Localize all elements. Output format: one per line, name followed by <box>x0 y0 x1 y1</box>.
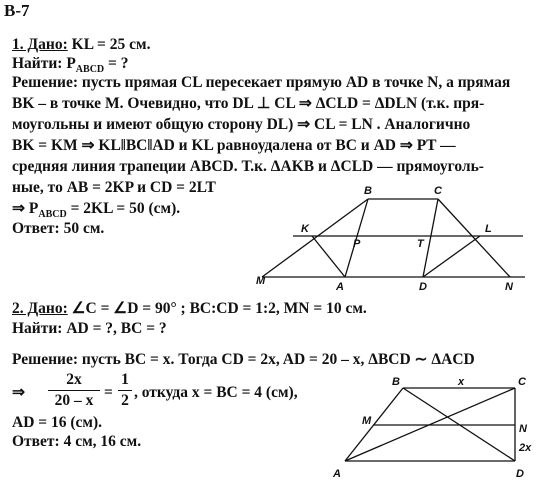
figure1-label-b: B <box>364 185 372 197</box>
figure2-label-x: x <box>458 376 465 388</box>
problem2-answer: Ответ: 4 см, 16 см. <box>12 433 142 450</box>
problem1-solution-line-6: ные, то AB = 2KP и CD = 2LT <box>12 179 216 196</box>
problem2-implies: ⇒ <box>12 384 25 401</box>
problem1-perimeter: ⇒ $P_{ABCD} = 2KL = 50$ (см). <box>12 200 181 221</box>
problem2-fraction-tail: , откуда x = BC = 4 (см), <box>134 384 298 401</box>
problem2-find: Найти: AD = ?, BC = ? <box>12 320 167 337</box>
problem1-solution-line-3: моугольны и имеют общую сторону DL) ⇒ CL = LN . Аналогично <box>12 116 471 133</box>
problem1-find: Найти: $P_{ABCD}$ = ? <box>12 55 129 76</box>
figure1-label-n: N <box>505 281 513 293</box>
problem2-fraction-1: 2x 20 – x <box>48 371 100 410</box>
problem1-solution-line-4: BK = KM ⇒ KL‖BC‖AD и KL равноудалена от BC и AD ⇒ PT — <box>12 137 456 154</box>
figure1-label-l: L <box>485 223 492 235</box>
problem2-given-label: 2. Дано: <box>12 300 68 317</box>
figure2-label-2x: 2x <box>519 442 532 454</box>
problem2-equals: = <box>104 384 113 401</box>
figure2-label-m: M <box>362 415 372 427</box>
figure1-label-m: M <box>256 275 266 287</box>
figure1-label-t: T <box>417 238 424 250</box>
figure2-label-n: N <box>519 423 527 435</box>
figure1-label-p: P <box>353 238 361 250</box>
problem1-given-label: 1. Дано: <box>12 36 68 53</box>
figure2-label-c: C <box>518 376 526 388</box>
figure2-label-d: D <box>516 468 524 480</box>
page-title: В-7 <box>4 1 30 20</box>
figure2-label-b: B <box>392 376 400 388</box>
figure2-label-a: A <box>333 468 341 480</box>
figure1-label-k: K <box>301 223 309 235</box>
problem1-solution-line-1: Решение: пусть прямая CL пересекает прямую AD в точке N, а прямая <box>12 74 511 91</box>
problem2-ad-result: AD = 16 (см). <box>12 414 102 431</box>
problem2-fraction-2: 1 2 <box>118 371 132 410</box>
figure1-label-d: D <box>419 281 427 293</box>
figure1-label-c: C <box>434 185 442 197</box>
problem1-solution-line-2: BK – в точке M. Очевидно, что DL ⊥ CL ⇒ ΔCLD = ΔDLN (т.к. пря- <box>12 95 485 112</box>
figure1-label-a: A <box>336 281 344 293</box>
problem2-given-value: ∠C = ∠D = 90° ; BC:CD = 1:2, MN = 10 см. <box>71 300 367 317</box>
problem1-given-value: KL = 25 см. <box>71 36 151 53</box>
problem1-solution-line-5: средняя линия трапеции ABCD. Т.к. ΔAKB и ΔCLD — прямоуголь- <box>12 158 484 175</box>
problem2-solution-line: Решение: пусть BC = x. Тогда CD = 2x, AD = 20 – x, ΔBCD ∼ ΔACD <box>12 351 475 368</box>
problem1-answer: Ответ: 50 см. <box>12 220 105 237</box>
